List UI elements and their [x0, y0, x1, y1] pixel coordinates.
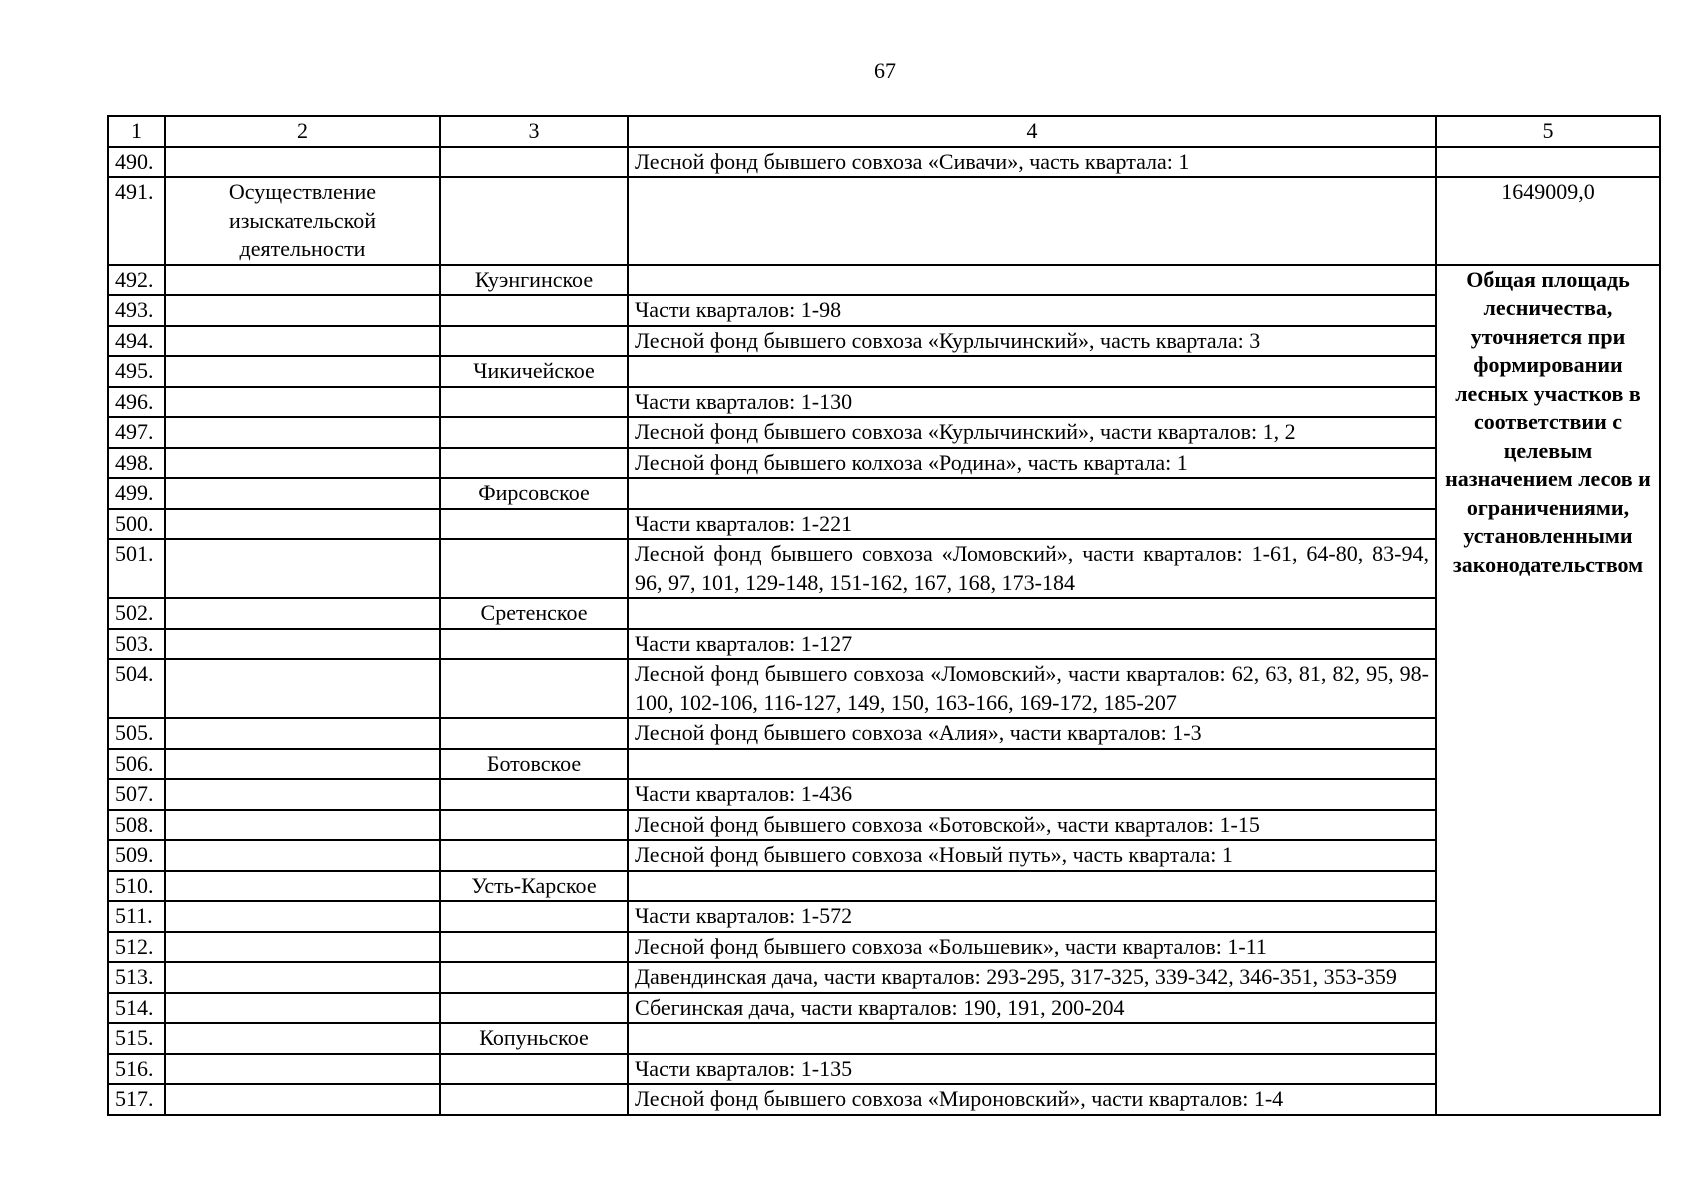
activity-cell [165, 326, 440, 357]
activity-cell [165, 417, 440, 448]
forestry-district-cell [440, 779, 628, 810]
quarters-description-cell: Части кварталов: 1-436 [628, 779, 1436, 810]
header-cell: 4 [628, 116, 1436, 147]
table-row [108, 265, 1660, 296]
activity-cell [165, 539, 440, 598]
row-number: 505. [108, 718, 165, 749]
table-row [108, 598, 1660, 629]
quarters-description-cell: Части кварталов: 1-572 [628, 901, 1436, 932]
forestry-district-cell: Фирсовское [440, 478, 628, 509]
forestry-district-cell [440, 718, 628, 749]
quarters-description-cell: Лесной фонд бывшего совхоза «Новый путь», часть квартала: 1 [628, 840, 1436, 871]
table-row [108, 448, 1660, 479]
activity-cell [165, 932, 440, 963]
table-row [108, 177, 1660, 265]
activity-cell [165, 840, 440, 871]
table-row [108, 993, 1660, 1024]
table-row [108, 295, 1660, 326]
row-number: 514. [108, 993, 165, 1024]
forestry-district-cell [440, 659, 628, 718]
table-row [108, 1054, 1660, 1085]
quarters-description-cell: Давендинская дача, части кварталов: 293-295, 317-325, 339-342, 346-351, 353-359 [628, 962, 1436, 993]
forestry-district-cell [440, 962, 628, 993]
table-row [108, 932, 1660, 963]
row-number: 496. [108, 387, 165, 418]
forestry-district-cell: Копуньское [440, 1023, 628, 1054]
row-number: 512. [108, 932, 165, 963]
row-number: 513. [108, 962, 165, 993]
area-cell-empty [1436, 147, 1660, 178]
table-row [108, 539, 1660, 598]
forestry-district-cell [440, 993, 628, 1024]
table-row [108, 147, 1660, 178]
activity-cell [165, 871, 440, 902]
table-row [108, 871, 1660, 902]
row-number: 502. [108, 598, 165, 629]
row-number: 503. [108, 629, 165, 660]
table-row [108, 718, 1660, 749]
table-row [108, 840, 1660, 871]
row-number: 501. [108, 539, 165, 598]
forestry-district-cell: Ботовское [440, 749, 628, 780]
table-row [108, 387, 1660, 418]
forestry-district-cell [440, 147, 628, 178]
row-number: 490. [108, 147, 165, 178]
activity-cell [165, 1084, 440, 1115]
table-row [108, 962, 1660, 993]
row-number: 492. [108, 265, 165, 296]
quarters-description-cell: Лесной фонд бывшего совхоза «Ломовский», части кварталов: 1-61, 64-80, 83-94, 96, 97, 101, 129-148, 151-162, 167, 168, 173-184 [628, 539, 1436, 598]
activity-cell [165, 1023, 440, 1054]
forestry-district-cell: Куэнгинское [440, 265, 628, 296]
quarters-description-cell [628, 177, 1436, 265]
table-row [108, 356, 1660, 387]
row-number: 497. [108, 417, 165, 448]
row-number: 493. [108, 295, 165, 326]
table-row [108, 810, 1660, 841]
activity-cell [165, 718, 440, 749]
table-row [108, 326, 1660, 357]
header-cell: 1 [108, 116, 165, 147]
activity-cell [165, 147, 440, 178]
activity-cell [165, 448, 440, 479]
table-row [108, 509, 1660, 540]
quarters-description-cell [628, 871, 1436, 902]
quarters-description-cell [628, 598, 1436, 629]
row-number: 491. [108, 177, 165, 265]
forestry-district-cell: Чикичейское [440, 356, 628, 387]
activity-cell [165, 749, 440, 780]
row-number: 511. [108, 901, 165, 932]
table-row [108, 749, 1660, 780]
forestry-district-cell [440, 326, 628, 357]
row-number: 500. [108, 509, 165, 540]
quarters-description-cell [628, 749, 1436, 780]
forestry-district-cell [440, 932, 628, 963]
quarters-description-cell: Лесной фонд бывшего совхоза «Сивачи», часть квартала: 1 [628, 147, 1436, 178]
activity-cell [165, 810, 440, 841]
row-number: 508. [108, 810, 165, 841]
forestry-district-cell [440, 629, 628, 660]
forestry-district-cell: Усть-Карское [440, 871, 628, 902]
area-value-cell: 1649009,0 [1436, 177, 1660, 265]
activity-cell [165, 387, 440, 418]
quarters-description-cell: Лесной фонд бывшего совхоза «Курлычинский», части кварталов: 1, 2 [628, 417, 1436, 448]
table-row [108, 779, 1660, 810]
forestry-district-cell [440, 840, 628, 871]
row-number: 498. [108, 448, 165, 479]
table-row [108, 478, 1660, 509]
quarters-description-cell: Лесной фонд бывшего совхоза «Алия», части кварталов: 1-3 [628, 718, 1436, 749]
activity-cell [165, 598, 440, 629]
quarters-description-cell: Лесной фонд бывшего совхоза «Ломовский», части кварталов: 62, 63, 81, 82, 95, 98-100, 102-106, 116-127, 149, 150, 163-166, 169-172, 185-207 [628, 659, 1436, 718]
forestry-district-cell [440, 177, 628, 265]
table-row [108, 901, 1660, 932]
quarters-description-cell: Части кварталов: 1-127 [628, 629, 1436, 660]
forestry-district-cell [440, 901, 628, 932]
activity-cell: Осуществление изыскательской деятельности [165, 177, 440, 265]
activity-cell [165, 779, 440, 810]
quarters-description-cell: Сбегинская дача, части кварталов: 190, 191, 200-204 [628, 993, 1436, 1024]
quarters-description-cell: Части кварталов: 1-130 [628, 387, 1436, 418]
table-header-row [108, 116, 1660, 147]
quarters-description-cell: Части кварталов: 1-98 [628, 295, 1436, 326]
activity-cell [165, 901, 440, 932]
row-number: 499. [108, 478, 165, 509]
quarters-description-cell: Лесной фонд бывшего совхоза «Ботовской», части кварталов: 1-15 [628, 810, 1436, 841]
row-number: 516. [108, 1054, 165, 1085]
page-number: 67 [874, 58, 896, 83]
table-row [108, 417, 1660, 448]
forestry-table [107, 115, 1661, 1116]
forestry-district-cell [440, 417, 628, 448]
row-number: 494. [108, 326, 165, 357]
forestry-district-cell [440, 810, 628, 841]
forestry-district-cell [440, 509, 628, 540]
activity-cell [165, 993, 440, 1024]
forestry-district-cell [440, 387, 628, 418]
row-number: 504. [108, 659, 165, 718]
row-number: 507. [108, 779, 165, 810]
forestry-district-cell [440, 539, 628, 598]
area-note-cell: Общая площадь лесничества, уточняется при формировании лесных участков в соответствии с целевым назначением лесов и ограничениями, установленными законодательством [1436, 265, 1660, 1115]
row-number: 510. [108, 871, 165, 902]
table-row [108, 629, 1660, 660]
row-number: 515. [108, 1023, 165, 1054]
quarters-description-cell: Лесной фонд бывшего совхоза «Курлычинский», часть квартала: 3 [628, 326, 1436, 357]
activity-cell [165, 659, 440, 718]
header-cell: 5 [1436, 116, 1660, 147]
activity-cell [165, 629, 440, 660]
row-number: 495. [108, 356, 165, 387]
activity-cell [165, 265, 440, 296]
activity-cell [165, 356, 440, 387]
quarters-description-cell: Части кварталов: 1-221 [628, 509, 1436, 540]
quarters-description-cell: Лесной фонд бывшего совхоза «Большевик», части кварталов: 1-11 [628, 932, 1436, 963]
forestry-district-cell [440, 1054, 628, 1085]
forestry-district-cell: Сретенское [440, 598, 628, 629]
activity-cell [165, 962, 440, 993]
quarters-description-cell [628, 356, 1436, 387]
forestry-district-cell [440, 1084, 628, 1115]
row-number: 506. [108, 749, 165, 780]
header-cell: 2 [165, 116, 440, 147]
quarters-description-cell: Лесной фонд бывшего колхоза «Родина», часть квартала: 1 [628, 448, 1436, 479]
table-row [108, 1023, 1660, 1054]
forestry-district-cell [440, 295, 628, 326]
header-cell: 3 [440, 116, 628, 147]
activity-cell [165, 295, 440, 326]
row-number: 509. [108, 840, 165, 871]
quarters-description-cell [628, 265, 1436, 296]
quarters-description-cell: Лесной фонд бывшего совхоза «Мироновский», части кварталов: 1-4 [628, 1084, 1436, 1115]
table-row [108, 1084, 1660, 1115]
quarters-description-cell [628, 1023, 1436, 1054]
activity-cell [165, 509, 440, 540]
forestry-district-cell [440, 448, 628, 479]
row-number: 517. [108, 1084, 165, 1115]
quarters-description-cell [628, 478, 1436, 509]
quarters-description-cell: Части кварталов: 1-135 [628, 1054, 1436, 1085]
activity-cell [165, 478, 440, 509]
table-row [108, 659, 1660, 718]
activity-cell [165, 1054, 440, 1085]
